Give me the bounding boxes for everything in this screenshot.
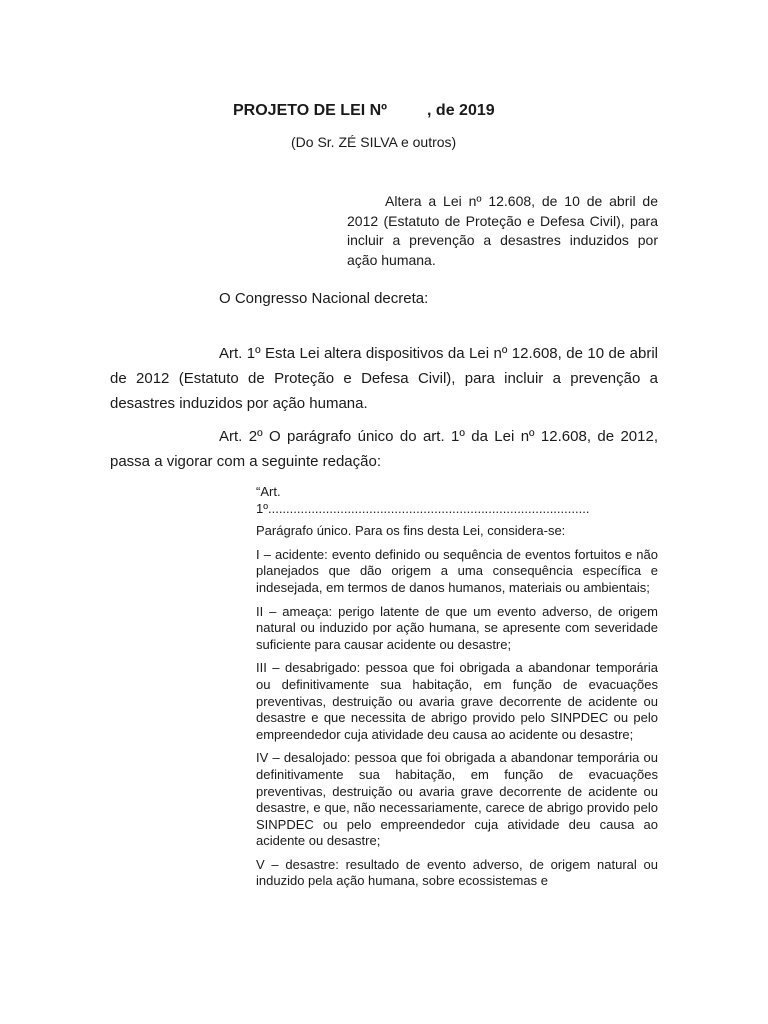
definition-item: I – acidente: evento definido ou sequência de eventos fortuitos e não planejados que dão origem a uma consequência específica e indesejada, em termos de danos humanos, materiais ou ambientais; (256, 546, 658, 595)
bill-summary: Altera a Lei nº 12.608, de 10 de abril de 2012 (Estatuto de Proteção e Defesa Civil), para incluir a prevenção a desastres induzidos por ação humana. (347, 193, 658, 268)
bill-title: PROJETO DE LEI Nº , de 2019 (233, 102, 495, 119)
article-1: Art. 1º Esta Lei altera dispositivos da Lei nº 12.608, de 10 de abril de 2012 (Estatuto de Proteção e Defesa Civil), para incluir a prevenção a desastres induzidos por ação humana. (110, 345, 658, 412)
enactment-clause: O Congresso Nacional decreta: (219, 290, 429, 307)
quoted-paragraph-heading: Parágrafo único. Para os fins desta Lei, considera-se: (256, 523, 566, 539)
quoted-article-heading: “Art. (256, 484, 281, 499)
definition-item: III – desabrigado: pessoa que foi obrigada a abandonar temporária ou definitivamente sua habitação, em função de evacuações preventivas, destruição ou avaria grave decorrente de acidente ou desastre e que necessita de abrigo provido pelo SINPDEC ou pelo empreendedor cuja atividade deu causa ao acidente ou desastre; (256, 660, 658, 742)
quoted-article-number: 1º......................................................................................... (256, 500, 590, 516)
definition-item: IV – desalojado: pessoa que foi obrigada a abandonar temporária ou definitivamente sua habitação, em função de evacuações preventivas, destruição ou avaria grave decorrente de acidente ou desastre, e que, não necessariamente, carece de abrigo provido pelo SINPDEC ou pelo empreendedor cuja atividade deu causa ao acidente ou desastre; (256, 750, 658, 849)
definition-item: II – ameaça: perigo latente de que um evento adverso, de origem natural ou induzido por ação humana, se apresente com severidade suficiente para causar acidente ou desastre; (256, 603, 658, 652)
article-2: Art. 2º O parágrafo único do art. 1º da Lei nº 12.608, de 2012, passa a vigorar com a seguinte redação: (110, 428, 658, 470)
quoted-amendment (256, 484, 658, 890)
bill-author: (Do Sr. ZÉ SILVA e outros) (291, 134, 457, 150)
definition-item: V – desastre: resultado de evento adverso, de origem natural ou induzido pela ação humana, sobre ecossistemas e (256, 856, 658, 889)
